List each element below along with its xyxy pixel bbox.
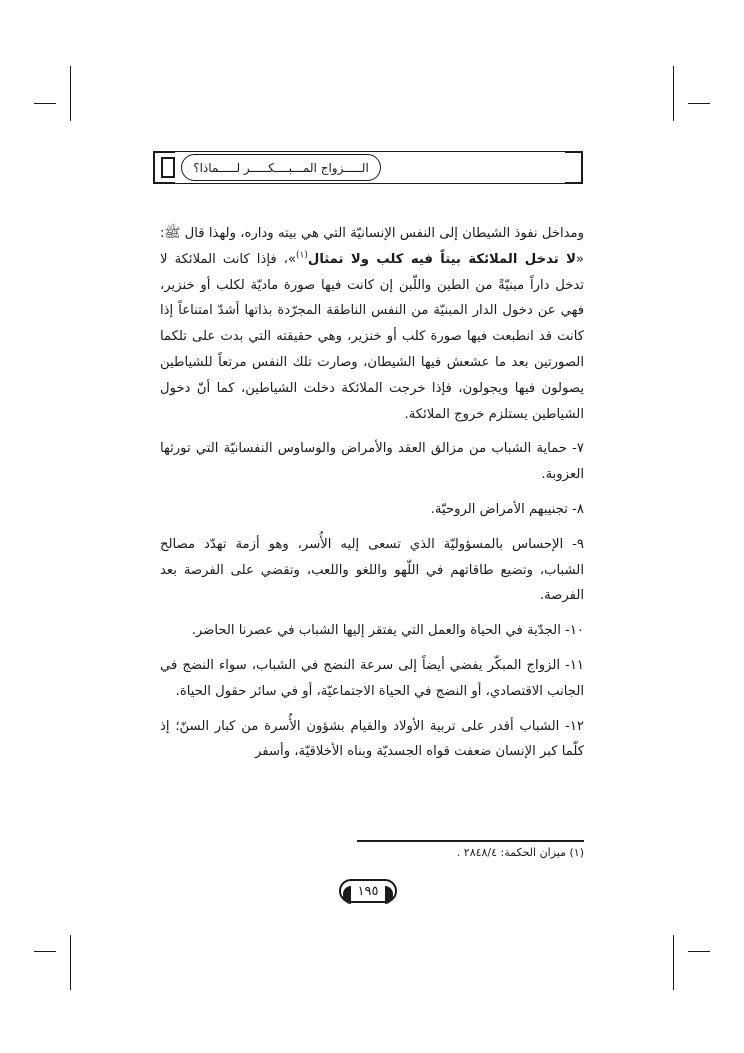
list-item-9: ٩- الإحساس بالمسؤوليّة الذي تسعى إليه الأُسر، وهو أزمة تهدّد مصالح الشباب، وتضيع طاقاتهم في اللّهو واللغو واللعب، وتقضي على الفرصة بعد الفرصة. [160,536,584,604]
footnote: (١) ميزان الحكمة: ٢٨٤٨/٤ . [456,846,584,859]
running-header [153,151,583,184]
paragraph-main [160,221,584,427]
list-item-7: ٧- حماية الشباب من مزالق العقد والأمراض والوساوس النفسانيّة التي تورثها العزوبة. [160,441,584,483]
list-item-11: ١١- الزواج المبكّر يفضي أيضاً إلى سرعة النضج في الشباب، سواء النضج في الجانب الاقتصادي، أو النضج في الحياة الاجتماعيّة، أو في سائر حقول الحياة. [160,657,584,699]
header-rule-bottom [153,183,583,184]
page-number-frame [333,877,403,905]
footnote-reference: (١) [296,250,308,261]
page-number: ١٩٥ [357,883,379,899]
header-right-bracket [565,151,583,184]
crop-mark-top-left-v [70,66,71,121]
page-number-cap-right [385,886,393,904]
crop-mark-bottom-right-v [673,935,674,990]
paragraph-intro: ومداخل نفوذ الشيطان إلى النفس الإنسانيّة التي هي بيته وداره، ولهذا قال ﷺ: « [160,226,584,267]
crop-mark-bottom-left-v [70,935,71,990]
header-rule-top [153,151,583,152]
crop-mark-bottom-right-h [688,951,710,952]
header-left-tab [161,157,175,178]
page-body [160,221,584,765]
list-item-12: ١٢- الشباب أقدر على تربية الأولاد والقيام بشؤون الأُسرة من كبار السنّ؛ إذ كلّما كبر الإنسان ضعفت قواه الجسديّة وبناه الأخلاقيّة، وأسفر [160,718,584,760]
list-item-10: ١٠- الجدّية في الحياة والعمل التي يفتقر إليها الشباب في عصرنا الحاضر. [191,623,584,639]
page-number-pill [339,879,397,903]
footnote-rule [357,840,584,842]
running-title: الـــــزواج المـــبــــكـــــر لـــــماذا؟ [181,154,381,181]
page-number-cap-left [343,886,351,904]
crop-mark-bottom-left-h [34,951,56,952]
list-item-8: ٨- تجنيبهم الأمراض الروحيّة. [430,501,584,517]
crop-mark-top-right-v [673,66,674,121]
hadith-quote: لا تدخل الملائكة بيتاً فيه كلب ولا تمثال [307,251,576,267]
crop-mark-top-left-h [34,103,56,104]
paragraph-continuation: »، فإذا كانت الملائكة لا تدخل داراً مبنيّةً من الطين واللّبن إن كانت فيها صورة ماديّة لكلب أو خنزير، فهي عن دخول الدار المبنيّة من النفس الناطقة المجرّدة بذاتها أشدّ امتناعاً إذا كانت قد انطبعت فيها صورة كلب أو خنزير، وهي حقيقته التي بدت على تلكما الصورتين بعد ما عشعش فيها الشيطان، وصارت تلك النفس مرتعاً للشياطين يصولون فيها ويجولون، فإذا خرجت الملائكة دخلت الشياطين، كما أنّ دخول الشياطين يستلزم خروج الملائكة. [160,251,584,422]
crop-mark-top-right-h [688,103,710,104]
